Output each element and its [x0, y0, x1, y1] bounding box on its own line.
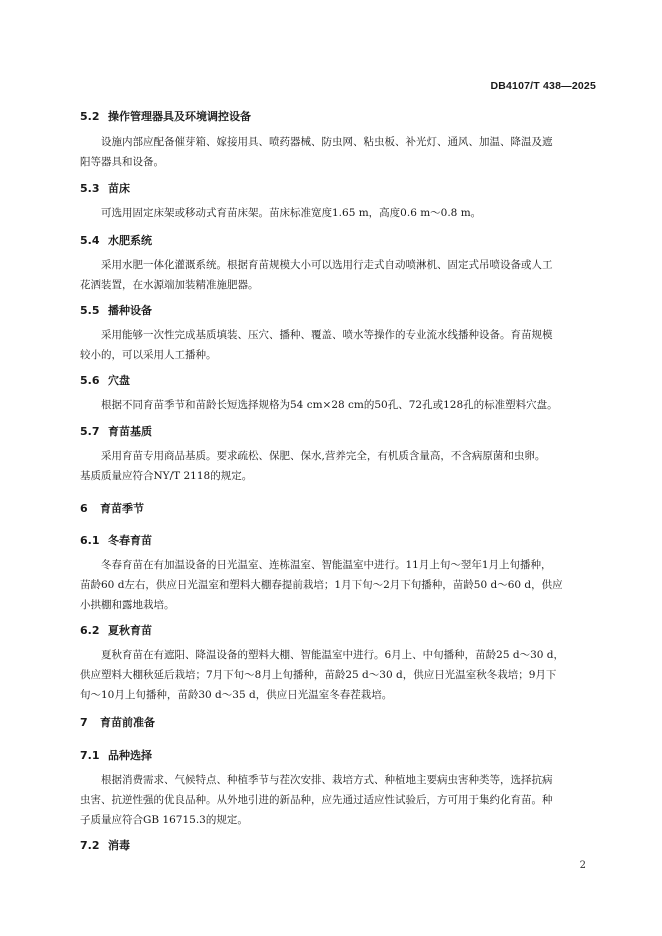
section-body-6-2: 夏秋育苗在有遮阳、降温设备的塑料大棚、智能温室中进行。6月上、中旬播种，苗龄25 d～30 d， 供应塑料大棚秋延后栽培；7月下旬～8月上旬播种，苗龄25 d～30 d，供应日光温室秋冬栽培；9月下 旬～10月上旬播种，苗龄30 d～35 d，供应日光温室冬春茬栽培。 [80, 649, 565, 701]
section-body-5-2: 设施内部应配备催芽箱、嫁接用具、喷药器械、防虫网、粘虫板、补光灯、通风、加温、降温及遮 阳等器具和设备。 [80, 136, 553, 168]
section-heading-6-2: 6.2 夏秋育苗 [80, 624, 152, 637]
section-body-5-4: 采用水肥一体化灌溉系统。根据育苗规模大小可以选用行走式自动喷淋机、固定式吊喷设备或人工 花洒装置，在水源端加装精准施肥器。 [80, 259, 553, 291]
section-body-7-1: 根据消费需求、气候特点、种植季节与茬次安排、栽培方式、种植地主要病虫害种类等，选择抗病 虫害、抗逆性强的优良品种。从外地引进的新品种，应先通过适应性试验后，方可用于集约化育苗。种 子质量应符合GB 16715.3的规定。 [80, 774, 553, 826]
section-body-6-1: 冬春育苗在有加温设备的日光温室、连栋温室、智能温室中进行。11月上旬～翌年1月上旬播种， 苗龄60 d左右，供应日光温室和塑料大棚春提前栽培；1月下旬～2月下旬播种，苗龄50 d～60 d，供应 小拱棚和露地栽培。 [80, 559, 563, 611]
section-body-5-3: 可选用固定床架或移动式育苗床架。苗床标准宽度1.65 m，高度0.6 m～0.8 m。 [101, 207, 482, 219]
section-heading-5-6: 5.6 穴盘 [80, 374, 130, 387]
page-number: 2 [579, 860, 586, 871]
section-body-5-7: 采用育苗专用商品基质。要求疏松、保肥、保水,营养完全，有机质含量高，不含病原菌和虫卵。 基质质量应符合NY/T 2118的规定。 [80, 450, 546, 482]
section-heading-5-3: 5.3 苗床 [80, 182, 130, 195]
section-heading-5-2: 5.2 操作管理器具及环境调控设备 [80, 110, 251, 123]
section-heading-5-7: 5.7 育苗基质 [80, 425, 152, 438]
section-heading-5-5: 5.5 播种设备 [80, 304, 152, 317]
chapter-heading-7: 7 育苗前准备 [80, 716, 155, 729]
section-body-5-5: 采用能够一次性完成基质填装、压穴、播种、覆盖、喷水等操作的专业流水线播种设备。育苗规模 较小的，可以采用人工播种。 [80, 329, 553, 361]
section-heading-7-2: 7.2 消毒 [80, 839, 130, 852]
section-heading-6-1: 6.1 冬春育苗 [80, 534, 152, 547]
section-heading-7-1: 7.1 品种选择 [80, 749, 152, 762]
chapter-heading-6: 6 育苗季节 [80, 502, 144, 515]
section-heading-5-4: 5.4 水肥系统 [80, 234, 152, 247]
document-code: DB4107/T 438—2025 [490, 80, 596, 92]
section-body-5-6: 根据不同育苗季节和苗龄长短选择规格为54 cm×28 cm的50孔、72孔或128孔的标准塑料穴盘。 [101, 399, 558, 411]
